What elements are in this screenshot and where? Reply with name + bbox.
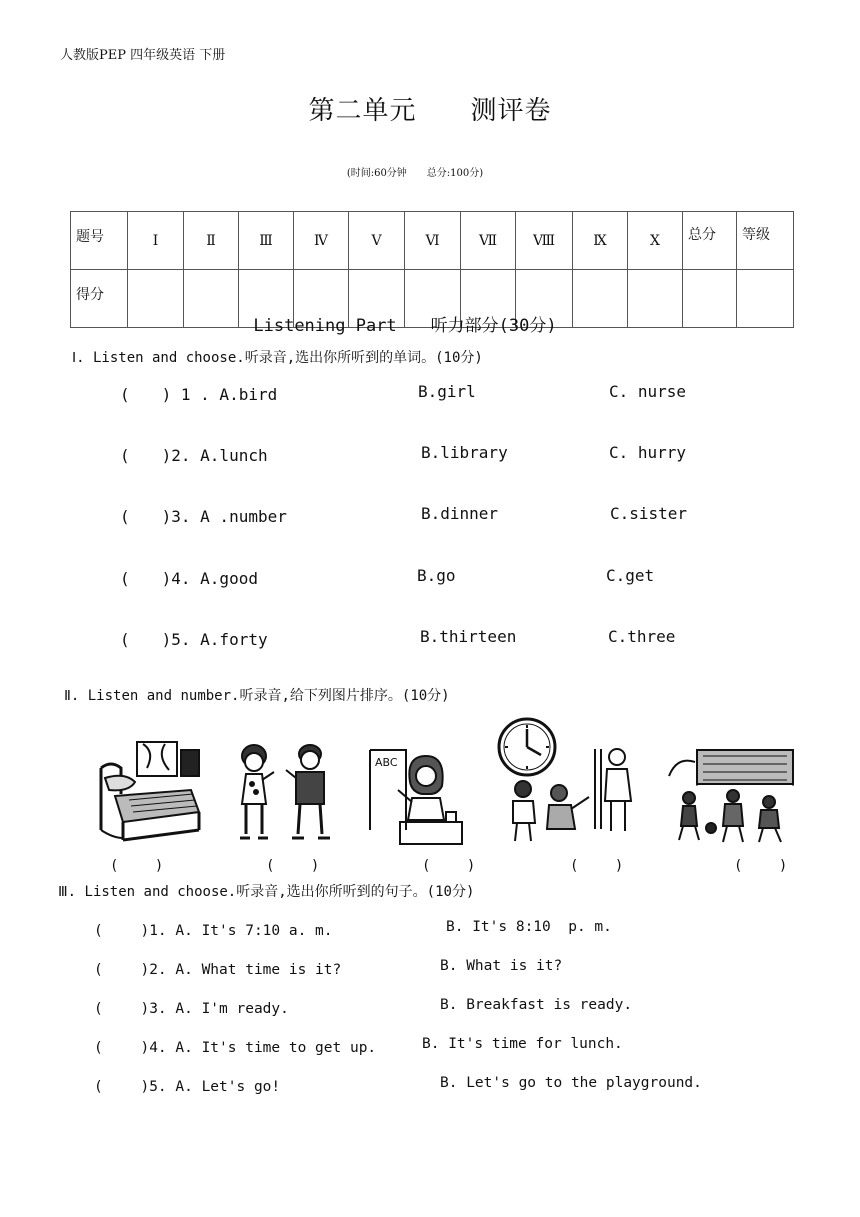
grade-column-header: 等级: [737, 212, 794, 270]
boy-girl-talking-picture-icon: [232, 742, 340, 846]
item-2-option-b: B.library: [421, 443, 508, 462]
column-header: Ⅹ: [628, 212, 683, 270]
column-header: Ⅱ: [184, 212, 239, 270]
item-2-option-a: ( )2. A.lunch: [120, 446, 268, 465]
item-3-option-b: B.dinner: [421, 504, 499, 523]
item-3-option-a: ( )3. A .number: [120, 507, 287, 526]
picture-3-blank[interactable]: ( ): [422, 858, 476, 874]
section-3-title: Ⅲ. Listen and choose.听录音,选出你所听到的句子。(10分): [58, 884, 475, 900]
sentence-1-option-b: B. It's 8:10 p. m.: [446, 919, 612, 935]
column-header: Ⅶ: [461, 212, 516, 270]
column-header: Ⅲ: [239, 212, 294, 270]
item-4-option-c: C.get: [606, 566, 655, 585]
sentence-3-option-b: B. Breakfast is ready.: [440, 997, 633, 1013]
column-header: Ⅳ: [294, 212, 349, 270]
item-1-option-b: B.girl: [418, 382, 476, 401]
total-column-header: 总分: [683, 212, 737, 270]
item-1-option-c: C. nurse: [609, 382, 687, 401]
sentence-2-option-b: B. What is it?: [440, 958, 563, 974]
section-2-title: Ⅱ. Listen and number.听录音,给下列图片排序。(10分): [64, 688, 450, 704]
score-table-header-row: [71, 212, 794, 270]
section-1-title: Ⅰ. Listen and choose.听录音,选出你所听到的单词。(10分): [72, 350, 483, 366]
sentence-3-option-a: ( )3. A. I'm ready.: [94, 1001, 289, 1017]
sentence-2-option-a: ( )2. A. What time is it?: [94, 962, 342, 978]
item-5-option-b: B.thirteen: [420, 627, 517, 646]
column-header: Ⅰ: [128, 212, 184, 270]
listening-part-title: Listening Part 听力部分(30分): [253, 316, 557, 336]
sentence-5-option-b: B. Let's go to the playground.: [440, 1075, 702, 1091]
picture-1-blank[interactable]: ( ): [110, 858, 164, 874]
time-score-note: (时间:60分钟 总分:100分): [346, 168, 484, 179]
picture-4-blank[interactable]: ( ): [570, 858, 624, 874]
teacher-at-blackboard-picture-icon: [366, 746, 466, 846]
question-number-label: 题号: [71, 212, 128, 270]
column-header: Ⅸ: [573, 212, 628, 270]
sentence-1-option-a: ( )1. A. It's 7:10 a. m.: [94, 923, 333, 939]
page-title: 第二单元 测评卷: [308, 96, 552, 126]
item-2-option-c: C. hurry: [609, 443, 687, 462]
edition-label: 人教版PEP 四年级英语 下册: [60, 48, 226, 63]
column-header: Ⅷ: [516, 212, 573, 270]
item-3-option-c: C.sister: [610, 504, 688, 523]
picture-5-blank[interactable]: ( ): [734, 858, 788, 874]
score-label: 得分: [71, 270, 128, 328]
column-header: Ⅴ: [349, 212, 405, 270]
item-4-option-b: B.go: [417, 566, 456, 585]
clock-people-picture-icon: [497, 717, 637, 845]
board-text: ABC: [375, 756, 398, 769]
item-5-option-c: C.three: [608, 627, 676, 646]
item-5-option-a: ( )5. A.forty: [120, 630, 268, 649]
sentence-4-option-b: B. It's time for lunch.: [422, 1036, 623, 1052]
item-1-option-a: ( ) 1 . A.bird: [120, 385, 278, 404]
picture-2-blank[interactable]: ( ): [266, 858, 320, 874]
bed-picture-icon: [95, 738, 207, 846]
sentence-4-option-a: ( )4. A. It's time to get up.: [94, 1040, 377, 1056]
sentence-5-option-a: ( )5. A. Let's go!: [94, 1079, 281, 1095]
playground-kids-picture-icon: [667, 746, 799, 846]
item-4-option-a: ( )4. A.good: [120, 569, 258, 588]
column-header: Ⅵ: [405, 212, 461, 270]
